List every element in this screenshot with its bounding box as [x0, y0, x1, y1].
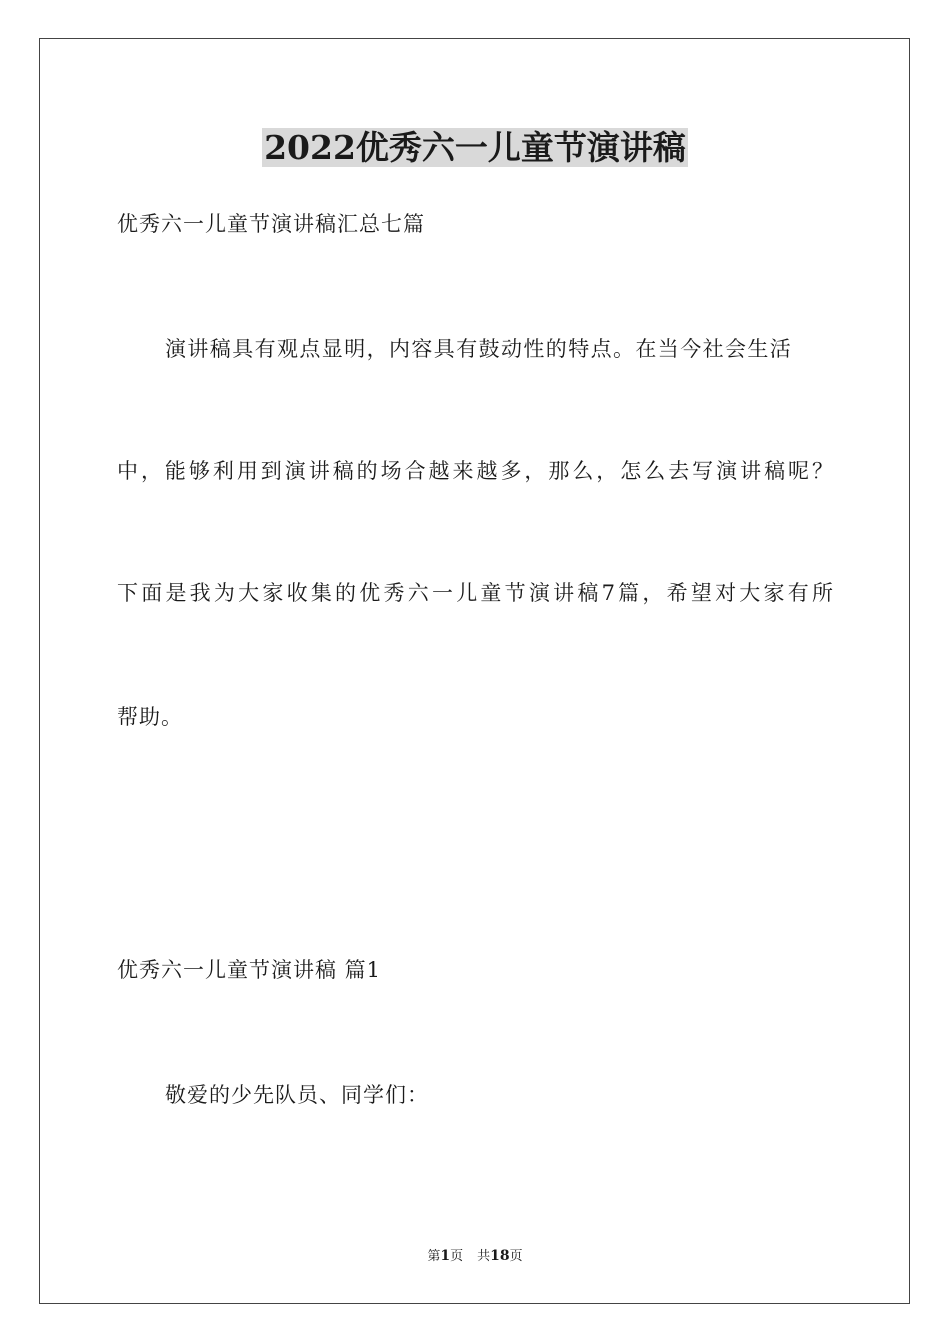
- footer-total-prefix: 共: [477, 1249, 491, 1264]
- document-title: [0, 124, 950, 172]
- intro-line-1: 演讲稿具有观点显明，内容具有鼓动性的特点。在当今社会生活: [165, 337, 793, 361]
- footer-current-page: 1: [440, 1248, 451, 1264]
- intro-line-3: 下面是我为大家收集的优秀六一儿童节演讲稿7篇，希望对大家有所: [117, 581, 833, 605]
- footer-page-suffix: 页: [450, 1249, 464, 1264]
- page-footer: [0, 1246, 950, 1267]
- footer-total-suffix: 页: [509, 1249, 523, 1264]
- salutation: 敬爱的少先队员、同学们：: [165, 1083, 429, 1107]
- section-heading: 优秀六一儿童节演讲稿 篇1: [117, 958, 382, 982]
- document-title-text: 2022优秀六一儿童节演讲稿: [264, 128, 686, 167]
- footer-total-pages: 18: [490, 1248, 510, 1264]
- footer-prefix: 第: [427, 1249, 441, 1264]
- document-subtitle: 优秀六一儿童节演讲稿汇总七篇: [117, 212, 425, 236]
- intro-line-2: 中，能够利用到演讲稿的场合越来越多，那么，怎么去写演讲稿呢？: [117, 459, 833, 483]
- intro-line-4: 帮助。: [117, 705, 183, 729]
